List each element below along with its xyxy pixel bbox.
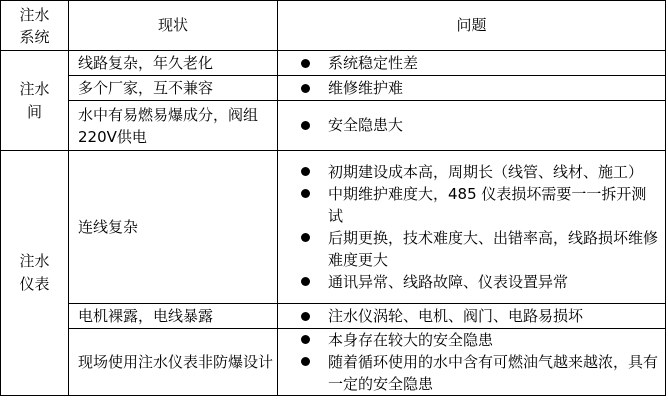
- issue-item: 通讯异常、线路故障、仪表设置异常: [294, 271, 659, 293]
- table-row: [1, 76, 666, 101]
- bullet-icon: [301, 277, 310, 286]
- bullet-icon: [301, 189, 310, 198]
- issue-item: 本身存在较大的安全隐患: [294, 329, 659, 351]
- bullet-icon: [301, 59, 310, 68]
- system-label-line2: 仪表: [19, 275, 50, 293]
- issue-item: 注水仪涡轮、电机、阀门、电路易损坏: [294, 306, 659, 327]
- header-row: [1, 1, 666, 51]
- status-cell: 线路复杂，年久老化: [69, 51, 278, 76]
- issue-cell: [278, 76, 666, 101]
- system-cell: [1, 51, 69, 151]
- bullet-icon: [301, 335, 310, 344]
- status-cell: 现场使用注水仪表非防爆设计: [69, 329, 278, 396]
- issue-item: 随着循环使用的水中含有可燃油气越来越浓，具有一定的安全隐患: [294, 351, 659, 395]
- issue-cell: [278, 151, 666, 304]
- system-label-line1: 注水: [19, 252, 50, 270]
- header-system-line2: 系统: [19, 27, 50, 46]
- status-cell: 多个厂家，互不兼容: [69, 76, 278, 101]
- table-row: [1, 51, 666, 76]
- header-system-line1: 注水: [19, 5, 50, 24]
- issue-cell: [278, 329, 666, 396]
- bullet-icon: [301, 167, 310, 176]
- issue-item: 中期维护难度大，485 仪表损坏需要一一拆开测试: [294, 183, 659, 227]
- system-cell: [1, 151, 69, 396]
- bullet-icon: [301, 357, 310, 366]
- table-row: [1, 304, 666, 329]
- bullet-icon: [301, 84, 310, 93]
- header-issues: 问题: [278, 1, 666, 51]
- system-label-line1: 注水: [19, 79, 50, 98]
- system-label-line2: 间: [26, 102, 42, 121]
- issue-cell: [278, 101, 666, 151]
- bullet-icon: [301, 121, 310, 130]
- table-row: [1, 151, 666, 304]
- table-row: [1, 329, 666, 396]
- issue-item: 维修维护难: [294, 78, 659, 99]
- issue-item: 初期建设成本高，周期长（线管、线材、施工）: [294, 161, 659, 183]
- header-system: [1, 1, 69, 51]
- issue-cell: [278, 304, 666, 329]
- issue-item: 安全隐患大: [294, 115, 659, 136]
- table-row: [1, 101, 666, 151]
- issue-item: 后期更换，技术难度大、出错率高，线路损坏维修难度更大: [294, 227, 659, 271]
- status-cell: 电机裸露，电线暴露: [69, 304, 278, 329]
- header-status: 现状: [69, 1, 278, 51]
- issue-item: 系统稳定性差: [294, 53, 659, 74]
- issue-cell: [278, 51, 666, 76]
- bullet-icon: [301, 233, 310, 242]
- bullet-icon: [301, 312, 310, 321]
- status-cell: 水中有易燃易爆成分，阀组220V供电: [69, 101, 278, 151]
- status-cell: 连线复杂: [69, 151, 278, 304]
